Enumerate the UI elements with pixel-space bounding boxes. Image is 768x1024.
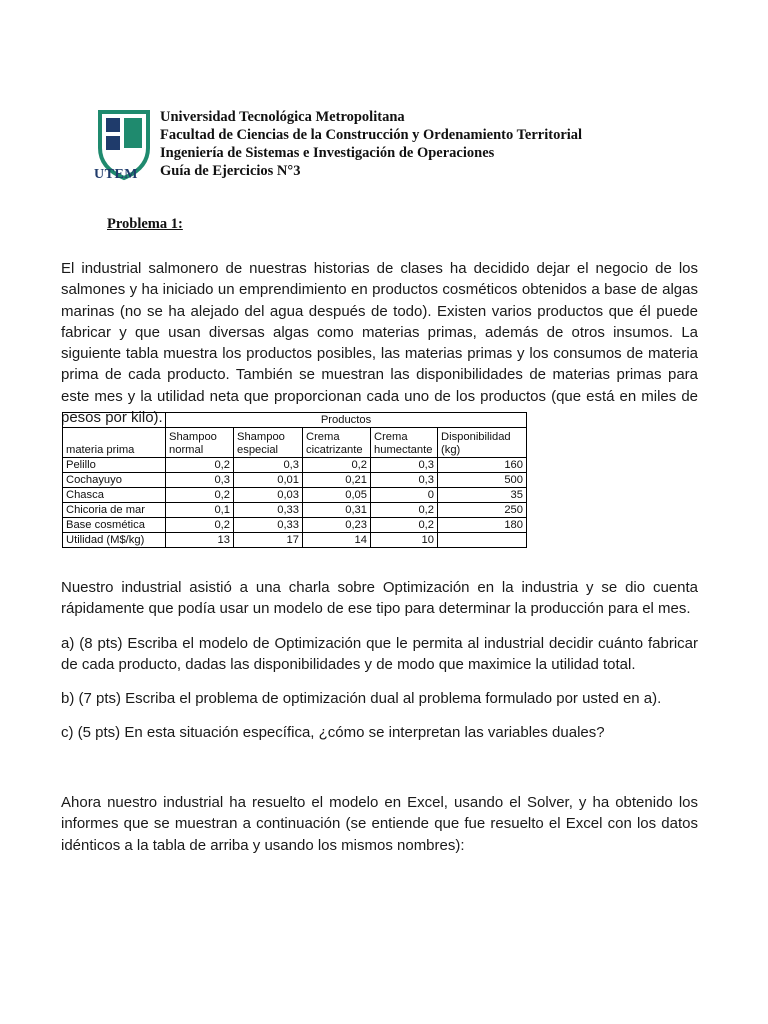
university-name: Universidad Tecnológica Metropolitana: [160, 109, 405, 125]
column-header: Crema humectante: [371, 428, 438, 458]
question-c: c) (5 pts) En esta situación específica, ¿cómo se interpretan las variables duales?: [61, 724, 605, 741]
header-text-block: [160, 108, 582, 180]
table-row: Chicoria de mar 0,1 0,33 0,31 0,2 250: [63, 503, 527, 518]
column-header: Shampoo normal: [166, 428, 234, 458]
column-header: materia prima: [63, 428, 166, 458]
question-a: a) (8 pts) Escriba el modelo de Optimización que le permita al industrial decidir cuánto fabricar de cada producto, dadas las disponibilidades y de modo que maximice la utilidad total.: [61, 635, 698, 674]
table-row: Base cosmética 0,2 0,33 0,23 0,2 180: [63, 518, 527, 533]
logo-text: UTEM: [94, 167, 138, 182]
faculty-name: Facultad de Ciencias de la Construcción y Ordenamiento Territorial: [160, 127, 583, 143]
guide-title: Guía de Ejercicios N°3: [160, 163, 301, 179]
column-header: Crema cicatrizante: [303, 428, 371, 458]
table-corner-cell: [63, 413, 166, 428]
table-group-header: Productos: [166, 413, 527, 428]
intro-paragraph: El industrial salmonero de nuestras historias de clases ha decidido dejar el negocio de los salmones y ha iniciado un emprendimiento en productos cosméticos obtenidos a base de algas marinas (no se ha alejado del agua después de todo). Existen varios productos que él puede fabricar y que usan diversas algas como materias primas, además de otros insumos. La siguiente tabla muestra los productos posibles, las materias primas y los consumos de materia prima de cada producto. También se muestran las disponibilidades de materias primas para este mes y la utilidad neta que proporcionan cada uno de los productos (que está en miles de pesos por kilo).: [61, 260, 698, 427]
charla-paragraph: Nuestro industrial asistió a una charla sobre Optimización en la industria y se dio cuenta rápidamente que podía usar un modelo de ese tipo para determinar la producción para el mes.: [61, 579, 698, 618]
table-row: Cochayuyo 0,3 0,01 0,21 0,3 500: [63, 473, 527, 488]
question-b: b) (7 pts) Escriba el problema de optimización dual al problema formulado por usted en a).: [61, 690, 662, 707]
column-header: Disponibilidad (kg): [438, 428, 527, 458]
department-name: Ingeniería de Sistemas e Investigación de Operaciones: [160, 145, 495, 161]
table-column-headers: [63, 428, 527, 458]
column-header: Shampoo especial: [234, 428, 303, 458]
table-row-utility: Utilidad (M$/kg) 13 17 14 10: [63, 533, 527, 548]
problem-title: Problema 1:: [107, 216, 183, 232]
raw-material-table: [62, 412, 527, 548]
excel-paragraph: Ahora nuestro industrial ha resuelto el modelo en Excel, usando el Solver, y ha obtenido los informes que se muestran a continuación (se entiende que fue resuelto el Excel con los datos idénticos a la tabla de arriba y usando los mismos nombres):: [61, 794, 698, 854]
table-row: Pelillo 0,2 0,3 0,2 0,3 160: [63, 458, 527, 473]
table-row: Chasca 0,2 0,03 0,05 0 35: [63, 488, 527, 503]
